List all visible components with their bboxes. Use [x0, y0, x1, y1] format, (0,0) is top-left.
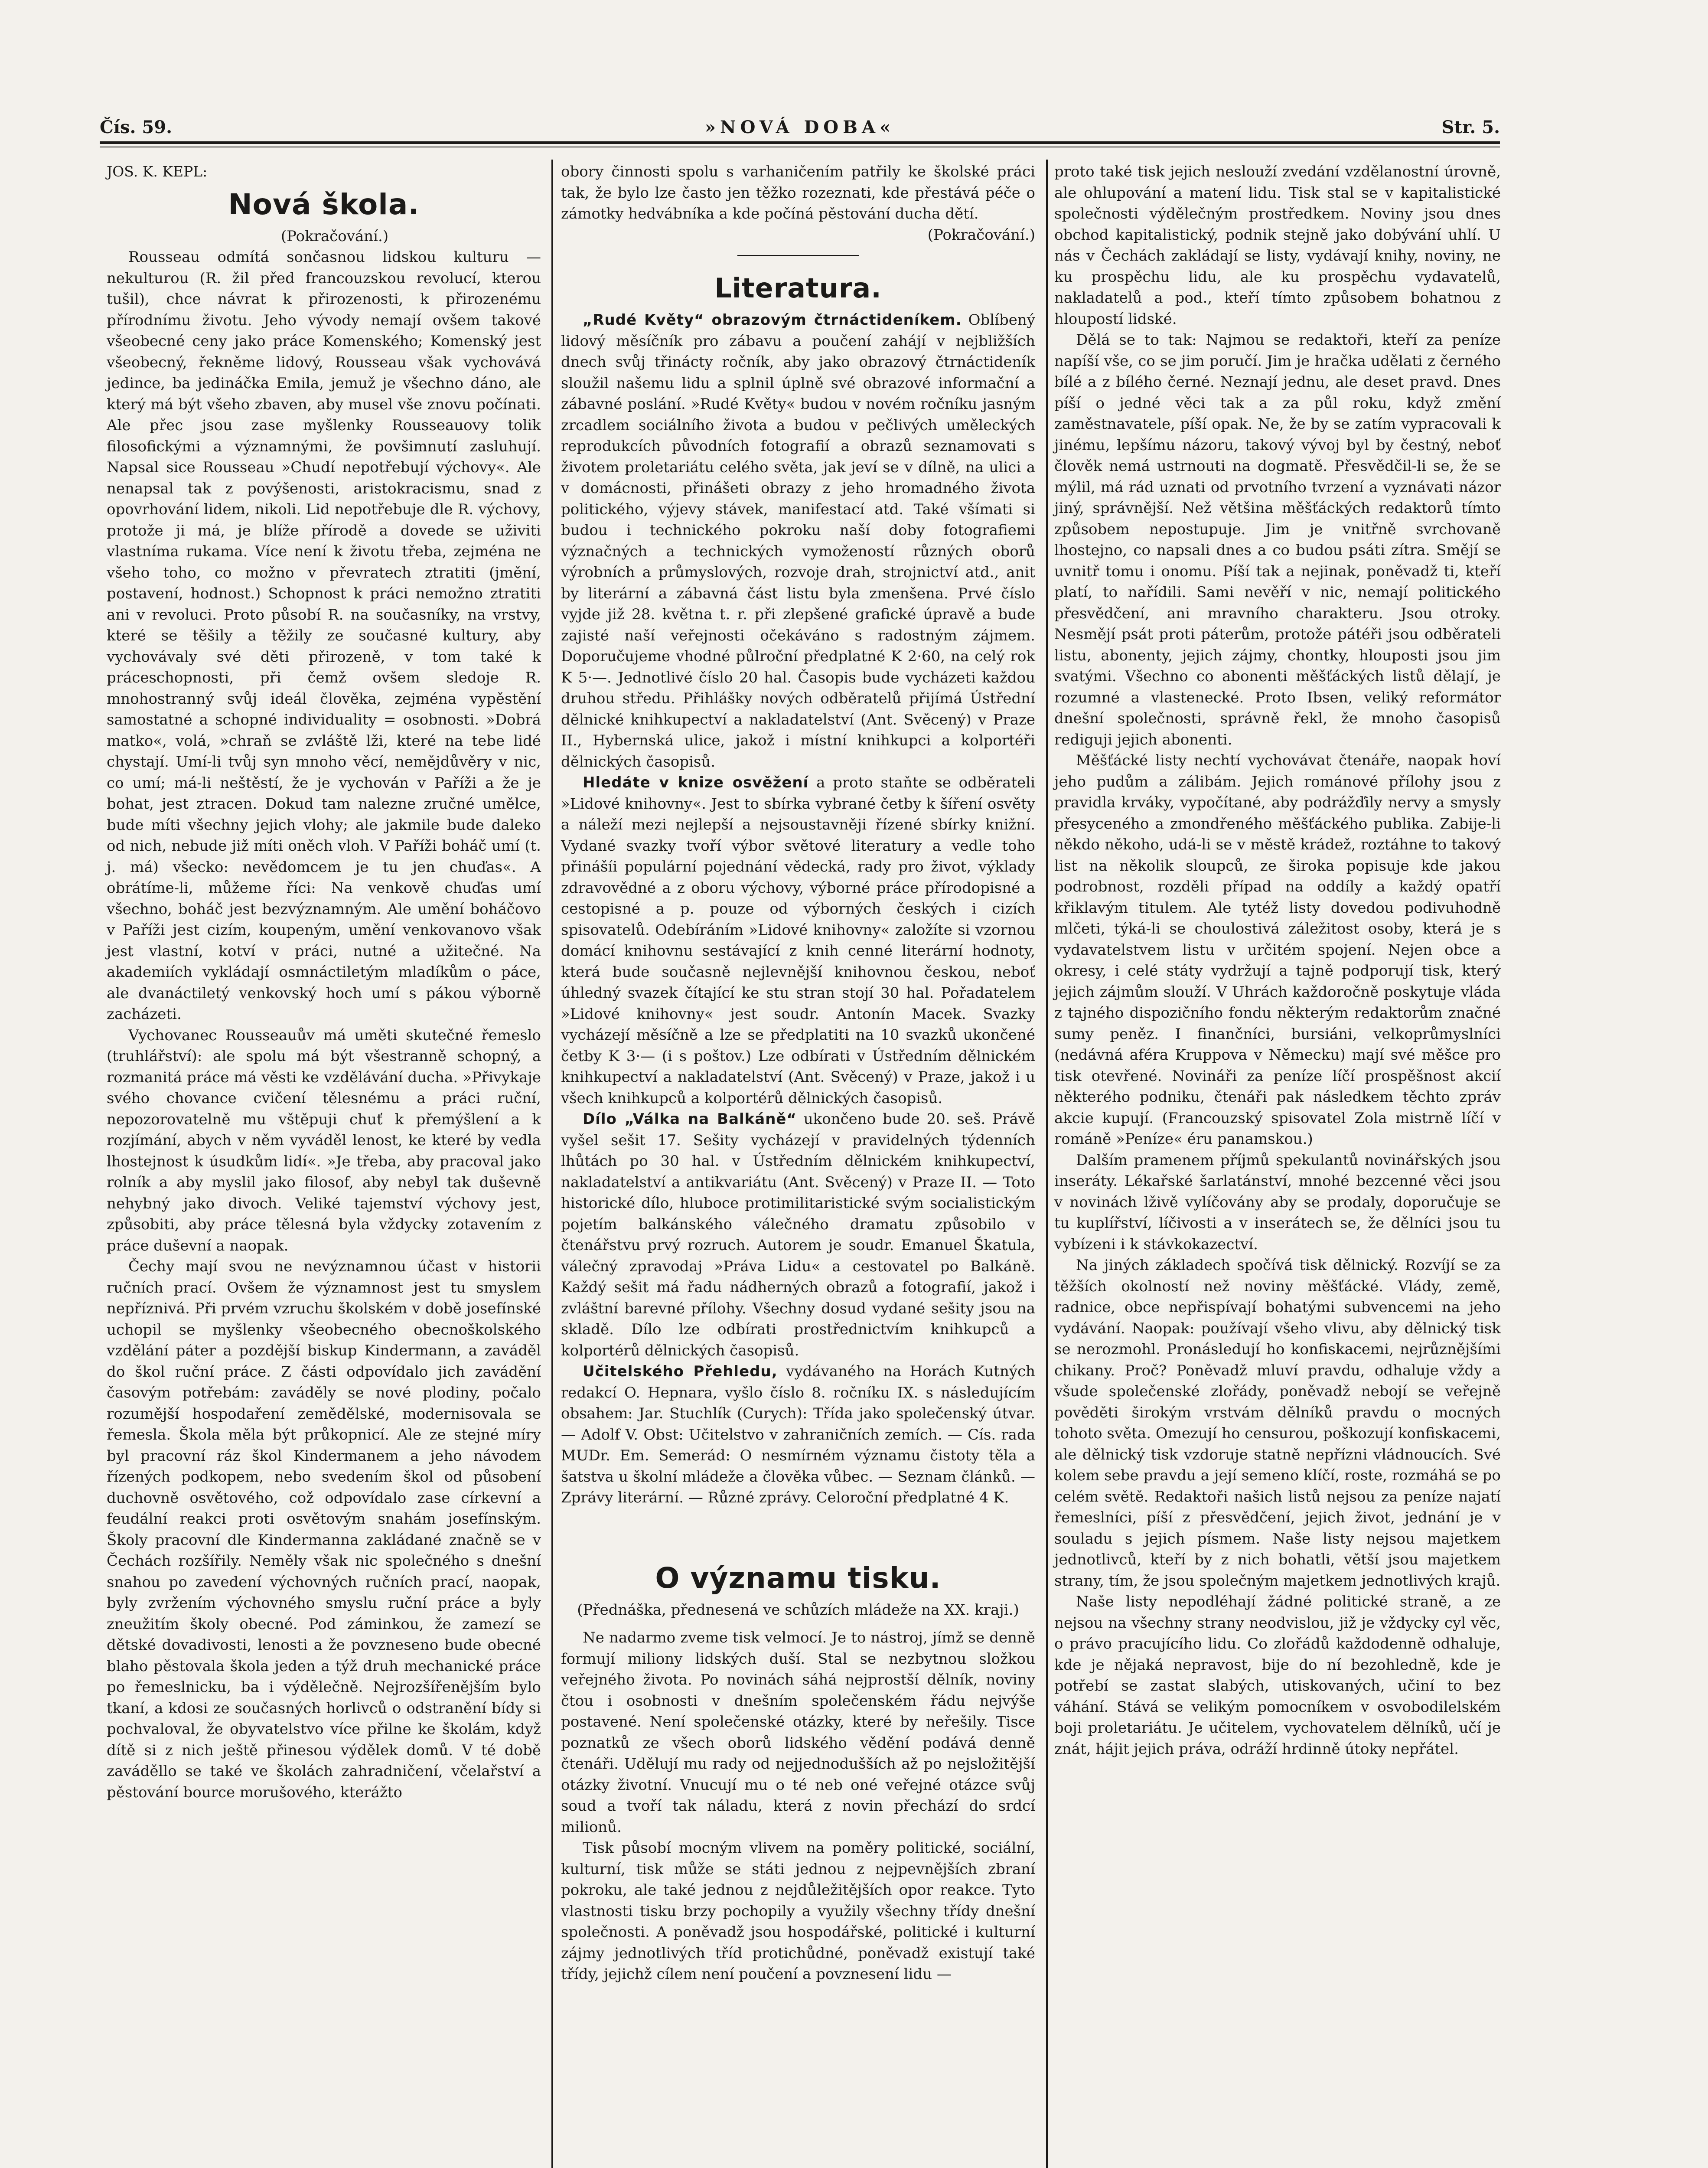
paragraph: Ne nadarmo zveme tisk velmocí. Je to nástroj, jímž se denně formují miliony lidských duší. Stal se nezbytnou složkou veřejného života. Po novinách sáhá nejprostší dělník, noviny čtou i osobnosti v dnešním společenském řádu nejvýše postavené. Není společenské otázky, které by neřešily. Tisce poznatků ze všech oborů lidského vědění podává denně čtenáři. Udělují mu rady od nejjednodušších až po nejsložitější otázky životní. Vnucují mu o té neb oné veřejné otázce svůj soud a tvoří tak náladu, která z novin přechází do srdcí milionů.: [561, 1629, 1035, 1836]
article-subtitle: (Přednáška, přednesená ve schůzích mládeže na XX. kraji.): [577, 1601, 1019, 1619]
paper-title: »NOVÁ DOBA«: [705, 117, 895, 137]
column-divider: [551, 160, 553, 2168]
item-text: a proto staňte se odběrateli »Lidové knihovny«. Jest to sbírka vybrané četby k šíření osvěty a náleží mezi nejlepší a nejsoustavněji řízené sbírky knižní. Vydané svazky tvoří výbor světové literatury a vedle toho přinášíi populární pojednání vědecká, rady pro život, výklady zdravovědné a z oboru výchovy, výborné práce přírodopisné a cestopisné a p. pouze od výborných českých i cizích spisovatelů. Odebíráním »Lidové knihovny« založíte si vzornou domácí knihovnu sestávající z knih cenné literární hodnoty, která bude současně nejlevnější knihovnou českou, neboť úhledný svazek čítající ke stu stran stojí 30 hal. Pořadatelem »Lidové knihovny« jest soudr. Antonín Macek. Svazky vycházejí měsíčně a lze se předplatiti na 10 svazků ukončené četby K 3·— (i s poštov.) Lze odbírati v Ústředním dělnickém knihkupectví a nakladatelství (Ant. Svěcený) v Praze, jakož i u všech knihkupců a kolportérů dělnických časopisů.: [561, 774, 1035, 1107]
paragraph: Naše listy nepodléhají žádné politické straně, a ze nejsou na všechny strany neodvislou, již je vždycky cyl věc, o právo pracujícího lidu. Co zlořádů každodenně odhaluje, kde je nějaká nepravost, bije do ní bezohledně, kde je potřebí se zastat slabých, utiskovaných, učiní to bez váhání. Stává se velikým pomocníkem v osvobodilelském boji proletariátu. Je učitelem, vychovatelem dělníků, učí je znát, hájit jejich práva, odráží hrdinně útoky nepřátel.: [1054, 1593, 1501, 1758]
section-title: Literatura.: [714, 272, 882, 304]
article-title: O významu tisku.: [655, 1561, 941, 1595]
paragraph: Rousseau odmítá sončasnou lidskou kulturu — nekulturou (R. žil před francouzskou revolucí, kterou tušil), chce návrat k přirozenosti, k přirozenému přírodnímu životu. Jeho vývody nemají ovšem takové všeobecné ceny jako práce Komenského; Komenský jest všeobecný, řekněme lidový, Rousseau však vychovává jedince, ba jedináčka Emila, jemuž je všechno dáno, ale který má být všeho zbaven, aby musel vše znovu počínati. Ale přec jsou zase myšlenky Rousseauovy tolik filosofickými a významnými, že povšimnutí zasluhují. Napsal sice Rousseau »Chudí nepotřebují výchovy«. Ale nenapsal tak z povýšenosti, aristokracismu, snad z opovrhování lidem, nikoli. Lid nepotřebuje dle R. výchovy, protože ji má, je blíže přírodě a dovede se uživiti vlastníma rukama. Více není k životu třeba, zejména ne všeho toho, co možno v převratech ztratiti (jmění, postavení, hodnost.) Schopnost k práci nemožno ztratiti ani v revoluci. Proto působí R. na současníky, na vrstvy, které se těšily a těžily ze současné kultury, aby vychovávaly své děti přirozeně, v tom také k práceschopnosti, při čemž ovšem sledoje R. mnohostranný svůj ideál člověka, zejména vypěstění samostatné a schopné individuality = osobnosti. »Dobrá matko«, volá, »chraň se zvláště lži, které na tebe lidé chystají. Umí-li tvůj syn mnoho věcí, nemějdůvěry v nic, co umí; má-li neštěstí, že je vychován v Paříži a že je bohat, jest ztracen. Dokud tam nalezne zručné umělce, bude míti všechny jejich vlohy; ale jakmile bude daleko od nich, nebude již míti oněch vloh. V Paříži boháč umí (t. j. má) všecko: nevědomcem je tu jen chuďas«. A obrátíme-li, můžeme říci: Na venkově chuďas umí všechno, boháč jest bezvýznamným. Ale umění boháčovo v Paříži jest cizím, koupeným, umění venkovanovo však jest vlastní, kotví v práci, nutné a užitečné. Na akademiích vykládají osmnáctiletým mladíkům o páce, ale dvanáctiletý venkovský hoch umí s pákou výborně zacházeti.: [107, 248, 541, 1023]
page-number: Str. 5.: [1441, 117, 1500, 137]
paragraph: proto také tisk jejich neslouží zvedání vzdělanostní úrovně, ale ohlupování a matení lidu. Tisk stal se v kapitalistické společnosti výdělečným prostředkem. Noviny jsou dnes obchod kapitalistický, podnik stejně jako dobývání uhlí. U nás v Čechách zakládají se listy, vydávají knihy, noviny, ne ku prospěchu lidu, ale ku prospěchu vydavatelů, nakladatelů a pod., kteří tímto způsobem bohatnou z hloupostí lidské.: [1054, 163, 1501, 328]
paragraph: Měšťácké listy nechtí vychovávat čtenáře, naopak hoví jeho pudům a zálibám. Jejich románové přílohy jsou z pravidla krváky, vypočítané, aby podrážďily nervy a smysly přesyceného a zmondřeného měšťáckého publika. Zabije-li někdo někoho, udá-li se v městě krádež, roztáhne to takový list na několik sloupců, ze široka popisuje kde jakou podrobnost, rozděli případ na oddíly a každý opatří křiklavým titulem. Ale tytéž listy dovedou podivuhodně mlčeti, týká-li se choulostivá záležitost osoby, která je s vydavatelstvem listu v určitém spojení. Nejen obce a okresy, i celé státy vydržují a tajně podporují tisk, který jejich zájmům slouží. V Uhrách každoročně poskytuje vláda z tajného dispozičního fondu některým redaktorům značné sumy peněz. I finančníci, bursiáni, velkoprůmyslníci (nedávná aféra Kruppova v Německu) mají své měšce pro tisk otevřené. Novináři za peníze líčí prospěšnost akcií některého podniku, čtenáři pak následkem těchto zpráv akcie kupují. (Francouzský spisovatel Zola mistrně líčí v románě »Peníze« éru panamskou.): [1054, 752, 1501, 1148]
section-divider: [737, 255, 859, 256]
paragraph: Tisk působí mocným vlivem na poměry politické, sociální, kulturní, tisk může se státi jednou z nejpevnějších zbraní pokroku, ale také jednou z nejdůležitějších opor reakce. Tyto vlastnosti tisku brzy pochopily a využily všechny třídy dnešní společnosti. A poněvadž jsou hospodářské, politické i kulturní zájmy jednotlivých tříd protichůdné, poněvadž existují také třídy, jejichž cílem není poučení a povznesení lidu —: [561, 1839, 1035, 1983]
literature-item: [561, 1361, 1035, 1508]
header-rule: [100, 141, 1500, 144]
paragraph: Dalším pramenem příjmů spekulantů novinářských jsou inseráty. Lékařské šarlatánství, mnohé bezcenné věci jsou v novinách lživě vylíčovány aby se prodaly, doporučuje se tu kuplířství, líčivosti a v inserátech se, že dělníci jsou tu vybízeni i k stávkokazectví.: [1054, 1151, 1501, 1253]
paragraph: Čechy mají svou ne nevýznamnou účast v historii ručních prací. Ovšem že významnost jest tu smyslem nepříznivá. Při prvém vzruchu školském v době josefínské uchopil se myšlenky všeobecného obecnoškolského vzdělání páter a pozdější biskup Kindermann, a zaváděl do škol ruční práce. Z části odpovídalo jich zavádění časovým potřebám: zaváděly se nové plodiny, počalo rozumější hospodaření zemědělské, modernisovala se řemesla. Škola měla být průkopnicí. Ale ze stejné míry byl pracovní ráz škol Kindermanem a jeho návodem řízených podkopem, nebo svedením škol od působení duchovně osvětového, což odpovídalo zase církevní a feudální reakci proti osvětovým snahám josefínským. Školy pracovní dle Kindermanna zakládané značně se v Čechách rozšířily. Neměly však nic společného s dnešní snahou po zavedení výchovných ručních prací, naopak, byly zvržením výchovného smyslu ruční práce a byly zneužitím školy obecné. Pod záminkou, že zamezí se dětské dovadivosti, lenosti a že povzneseno bude obecné blaho pěstovala škola jeden a týž druh mechanické práce po řemeslnicku, ba i výdělečně. Nejrozšířenějším bylo tkaní, a kdosi ze současných horlivců o odstranění bídy si pochvaloval, že obyvatelstvo více přilne ke školám, když dítě si z nich ještě přinesou výdělek domů. V té době zaváděllo se také ve školách zahradničení, včelařství a pěstování bource morušového, kterážto: [107, 1258, 541, 1801]
item-lead: Učitelského Přehledu,: [583, 1363, 778, 1380]
item-lead: Hledáte v knize osvěžení: [583, 774, 809, 791]
column-2: [561, 161, 1035, 1985]
column-3: [1054, 161, 1501, 1760]
item-lead: Dílo „Válka na Balkáně“: [583, 1110, 797, 1128]
literature-item: [561, 310, 1035, 772]
paragraph: Dělá se to tak: Najmou se redaktoři, kteří za peníze napíší vše, co se jim poručí. Jim je hračka udělati z černého bílé a z bílého černé. Neznají jednu, ale deset pravd. Dnes píší o jedné věci tak a za půl roku, když změní zaměstnavatele, píší opak. Ne, že by se zatím vypracovali k jinému, lepšímu názoru, takový vývoj byl by čestný, neboť člověk nemá ustrnouti na dogmatě. Přesvědčil-li se, že se mýlil, má rád uznati od prvotního tvrzení a vyznávati názor jiný, správnější. Než většina měšťáckých redaktorů tímto způsobem nepostupuje. Jim je vnitřně svrchovaně lhostejno, co napsali dnes a co budou psáti zítra. Smějí se uvnitř tomu i onomu. Píší tak a nejinak, poněvadž ti, kteří platí, to nařídili. Sami nevěří v nic, nemají politického přesvědčení, ani mravního charakteru. Jsou otroky. Nesmějí psát proti páterům, protože pátéři jsou odběrateli listu, abonenty, jejich zájmy, chontky, hlouposti jsou jim svatými. Všechno co abonenti měšťáckých listů dělají, je rozumné a vlastenecké. Proto Ibsen, veliký reformátor dnešní společnosti, správně řekl, že mnoho časopisů rediguji jejich abonenti.: [1054, 331, 1501, 748]
item-lead: „Rudé Květy“ obrazovým čtrnáctideníkem.: [583, 311, 962, 329]
paragraph: obory činnosti spolu s varhaničením patřily ke školské práci tak, že bylo lze často jen těžko rozeznati, kde přestává péče o zámotky hedvábníka a kde počíná pěstování ducha dětí.: [561, 163, 1035, 222]
paragraph: Na jiných základech spočívá tisk dělnický. Rozvíjí se za těžších okolností než noviny měšťácké. Vlády, země, radnice, obce nepřispívají bohatými subvencemi na jeho vydávání. Naopak: používají všeho vlivu, aby dělnický tisk se nerozmohl. Pronásledují ho konfiskacemi, nejrůznějšími chikany. Proč? Poněvadž mluví pravdu, odhaluje vždy a všude společenské zlořády, poněvadž nebojí se veřejně pověděti širokým vrstvám dělníků pravdu o mocných tohoto světa. Omezují ho censurou, poškozují konfiskacemi, ale dělnický tisk vzdoruje statně nepřízni vládnoucích. Své kolem sebe pravdu a její semeno klíčí, roste, rozmáhá se po celém světě. Redaktoři našich listů nejsou za peníze najatí řemeslníci, píší z přesvědčení, jejich život, jednání je v souladu s jejich písmem. Naše listy nejsou majetkem jednotlivců, kteří by z nich bohatli, větší jsou majetkem strany, tím, že jsou společným majetkem jednotlivých krajů.: [1054, 1257, 1501, 1590]
article-title: Nová škola.: [228, 187, 420, 221]
continued-note: (Pokračování.): [927, 226, 1035, 244]
masthead: [100, 114, 1500, 144]
byline: JOS. K. KEPL:: [107, 163, 208, 180]
issue-number: Čís. 59.: [100, 117, 172, 137]
item-text: Oblíbený lidový měsíčník pro zábavu a poučení zahájí v nejbližších dnech svůj třinácty ročník, aby jako obrazový čtrnáctideník sloužil našemu lidu a splnil úplně své obrazové informační a zábavné poslání. »Rudé Květy« budou v novém ročníku jasným zrcadlem sociálního života a budou v pečlivých uměleckých reprodukcích původních fotografií a obrazů seznamovati s životem proletariátu celého světa, jak jeví se v dílně, na ulici a v domácnosti, přinášeti obrazy z jeho hromadného života politického, výjevy stávek, manifestací atd. Také všímati si budou i technického pokroku naší doby fotografiemi význačných a technických vymožeností různých oborů výrobních a průmyslových, rozvoje drah, strojnictví atd., anit by literární a zábavná část listu byla zmenšena. Prvé číslo vyjde již 28. května t. r. při zlepšené grafické úpravě a bude zajisté naší veřejnosti očekáváno s radostným zájmem. Doporučujeme vhodné půlroční předplatné K 2·60, na celý rok K 5·—. Jednotlivé číslo 20 hal. Časopis bude vycházeti každou druhou středu. Přihlášky nových odběratelů přijímá Ústřední dělnické knihkupectví a nakladatelství (Ant. Svěcený) v Praze II., Hybernská ulice, jakož i místní knihkupci a kolportéři dělnických časopisů.: [561, 311, 1035, 771]
continued-note: (Pokračování.): [280, 227, 389, 245]
item-text: ukončeno bude 20. seš. Právě vyšel sešit 17. Sešity vycházejí v pravidelných týdenních lhůtách po 30 hal. v Ústředním dělnickém knihkupectví, nakladatelství a antikvariátu (Ant. Svěcený) v Praze II. — Toto historické dílo, hluboce protimilitaristické svým socialistickým pojetím balkánského válečného dramatu způsobilo v čtenářstvu prvý rozruch. Autorem je soudr. Emanuel Škatula, válečný zpravodaj »Práva Lidu« a cestovatel po Balkáně. Každý sešit má řadu nádherných obrazů a fotografií, jakož i zvláštní barevné přílohy. Všechny dosud vydané sešity jsou na skladě. Dílo lze odbírati prostřednictvím knihkupců a kolportérů dělnických časopisů.: [561, 1110, 1036, 1359]
column-divider: [1046, 160, 1048, 2168]
literature-item: [561, 772, 1035, 1109]
literature-item: [561, 1109, 1035, 1361]
column-1: [107, 161, 541, 1803]
paragraph: Vychovanec Rousseauův má uměti skutečné řemeslo (truhlářství): ale spolu má být všestranně schopný, a rozmanitá práce má věsti ke vzdělávání ducha. »Přivykaje svého chovance cvičení tělesnému a práci ruční, nepozorovatelně mu vštěpuji chuť k přemýšlení a k rozjímání, abych v něm vyváděl lenost, ke které by vedla lhostejnost k úsudkům lidí«. »Je třeba, aby pracoval jako rolník a aby myslil jako filosof, aby nebyl tak duševně nehybný jako divoch. Veliké tajemství výchovy jest, způsobiti, aby práce tělesná byla vždycky zotavením z práce duševní a naopak.: [107, 1026, 541, 1254]
item-text: vydávaného na Horách Kutných redakcí O. Hepnara, vyšlo číslo 8. ročníku IX. s následujícím obsahem: Jar. Stuchlík (Curych): Třída jako společenský útvar. — Adolf V. Obst: Učitelstvo v zahraničních zemích. — Cís. rada MUDr. Em. Semerád: O nesmírném významu čistoty těla a šatstva u školní mládeže a člověka vůbec. — Seznam článků. — Zprávy literární. — Různé zprávy. Celoroční předplatné 4 K.: [561, 1363, 1036, 1506]
